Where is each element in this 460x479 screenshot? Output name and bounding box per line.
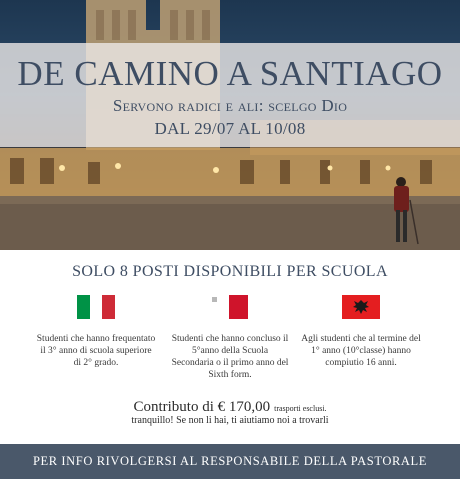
info-footer	[0, 444, 460, 479]
poster-dates: DAL 29/07 AL 10/08	[154, 119, 306, 138]
contribution-note: trasporti esclusi.	[274, 404, 327, 413]
availability-heading: SOLO 8 POSTI DISPONIBILI PER SCUOLA	[72, 263, 388, 280]
poster-subtitle: Servono radici e ali: scelgo Dio	[112, 96, 348, 115]
albania-requirement-text: Agli studenti che al termine del 1° anno (10°classe) hanno compiutio 16 anni.	[301, 334, 421, 368]
italy-requirement-text: Studenti che hanno frequentato il 3° anno di scuola superiore di 2° grado.	[36, 334, 156, 368]
poster-title: DE CAMINO A SANTIAGO	[17, 54, 443, 93]
contribution-line	[0, 398, 460, 416]
malta-flag-icon	[210, 295, 248, 319]
footer-text: PER INFO RIVOLGERSI AL RESPONSABILE DELLA PASTORALE	[32, 454, 428, 468]
albania-flag-icon	[342, 295, 380, 319]
contribution-amount: Contributo di € 170,00	[133, 399, 271, 415]
reassurance-text: tranquillo! Se non li hai, ti aiutiamo noi a trovarli	[131, 415, 329, 426]
italy-flag-icon	[77, 295, 115, 319]
malta-requirement-text: Studenti che hanno concluso il 5°anno della Scuola Secondaria o il primo anno del Sixth form.	[171, 334, 289, 380]
